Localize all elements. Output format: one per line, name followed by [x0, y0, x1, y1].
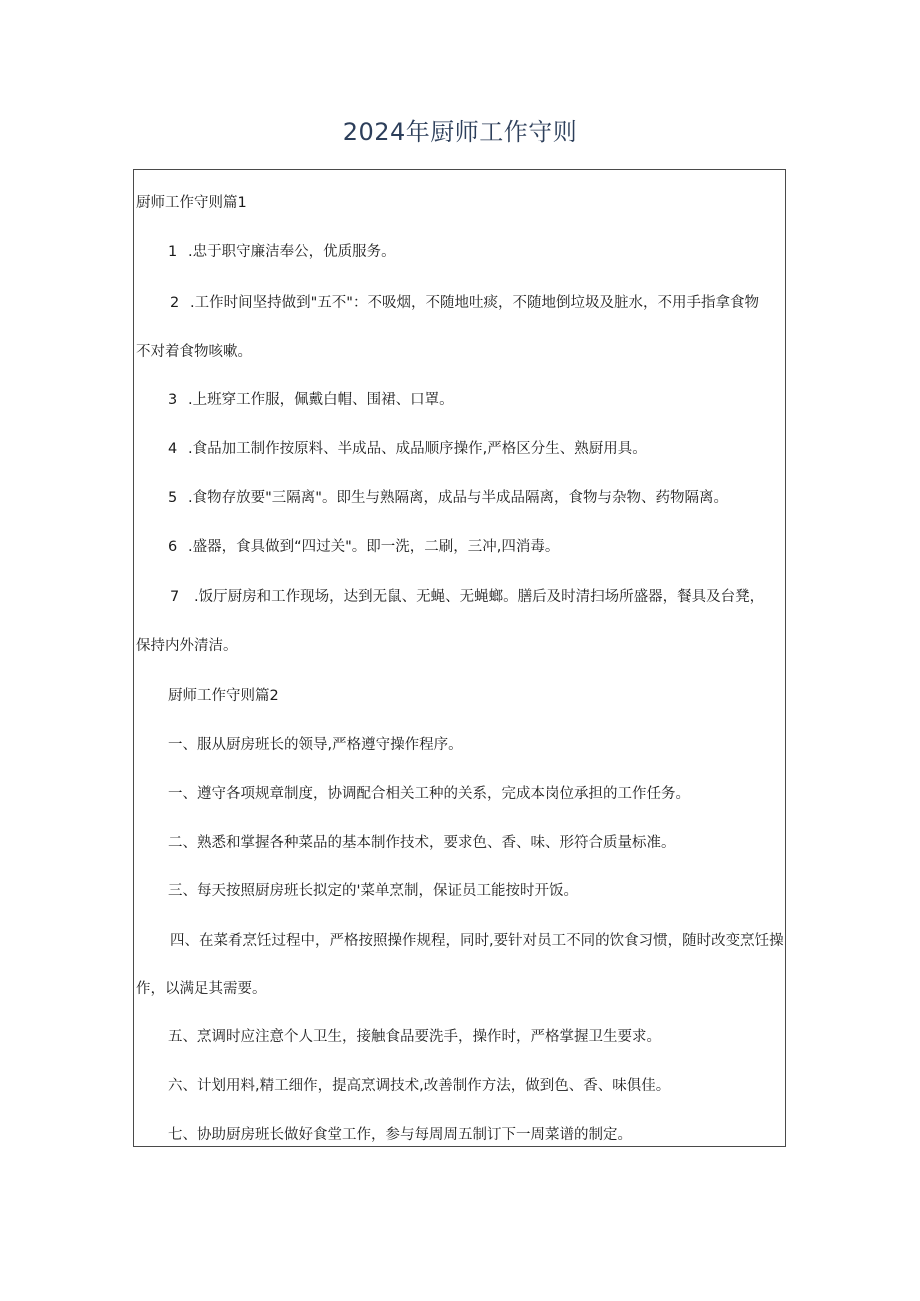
item-text: .上班穿工作服，佩戴白帽、围裙、口罩。	[188, 392, 454, 408]
list-item-continuation: 保持内外清洁。	[136, 638, 238, 654]
list-item: 二、熟悉和掌握各种菜品的基本制作技术，要求色、香、味、形符合质量标准。	[168, 835, 676, 851]
item-text: .饭厅厨房和工作现场，达到无鼠、无蝇、无蝇螂。膳后及时清扫场所盛器，餐具及台凳，	[194, 589, 765, 605]
list-item	[170, 292, 759, 314]
content-frame	[133, 169, 786, 1147]
list-item	[170, 586, 764, 608]
list-item-continuation: 作，以满足其需要。	[136, 981, 267, 997]
item-number: 3	[168, 392, 178, 408]
list-item: 四、在菜肴烹饪过程中，严格按照操作规程，同时,要针对员工不同的饮食习惯，随时改变烹饪操	[170, 933, 784, 949]
page-title: 2024年厨师工作守则	[342, 118, 578, 146]
list-item	[168, 438, 647, 460]
item-text: .盛器，食具做到“四过关"。即一洗，二刷，三冲,四消毒。	[188, 539, 560, 555]
item-number: 1	[168, 244, 178, 260]
item-number: 7	[170, 589, 180, 605]
list-item: 一、遵守各项规章制度，协调配合相关工种的关系，完成本岗位承担的工作任务。	[168, 786, 690, 802]
section1-heading: 厨师工作守则篇1	[136, 195, 247, 211]
list-item: 三、每天按照厨房班长拟定的'菜单烹制，保证员工能按时开饭。	[168, 883, 578, 899]
list-item-continuation: 不对着食物咳嗽。	[136, 344, 252, 360]
list-item: 六、计划用料,精工细作，提高烹调技术,改善制作方法，做到色、香、味俱佳。	[168, 1078, 671, 1094]
list-item: 七、协助厨房班长做好食堂工作，参与每周周五制订下一周菜谱的制定。	[168, 1127, 632, 1143]
item-text: .忠于职守廉洁奉公，优质服务。	[188, 244, 396, 260]
list-item: 一、服从厨房班长的领导,严格遵守操作程序。	[168, 737, 463, 753]
item-number: 6	[168, 539, 178, 555]
item-text: .工作时间坚持做到"五不"：不吸烟，不随地吐痰，不随地倒垃圾及脏水，不用手指拿食物	[190, 295, 759, 311]
item-number: 4	[168, 441, 178, 457]
item-number: 2	[170, 295, 180, 311]
list-item: 五、烹调时应注意个人卫生，接触食品要洗手，操作时，严格掌握卫生要求。	[168, 1029, 661, 1045]
list-item	[168, 536, 559, 558]
list-item	[168, 389, 454, 411]
section2-heading: 厨师工作守则篇2	[168, 688, 279, 704]
item-text: .食品加工制作按原料、半成品、成品顺序操作,严格区分生、熟厨用具。	[188, 441, 647, 457]
item-number: 5	[168, 490, 178, 506]
list-item	[168, 241, 396, 263]
list-item	[168, 487, 728, 509]
item-text: .食物存放要"三隔离"。即生与熟隔离，成品与半成品隔离，食物与杂物、药物隔离。	[188, 490, 728, 506]
